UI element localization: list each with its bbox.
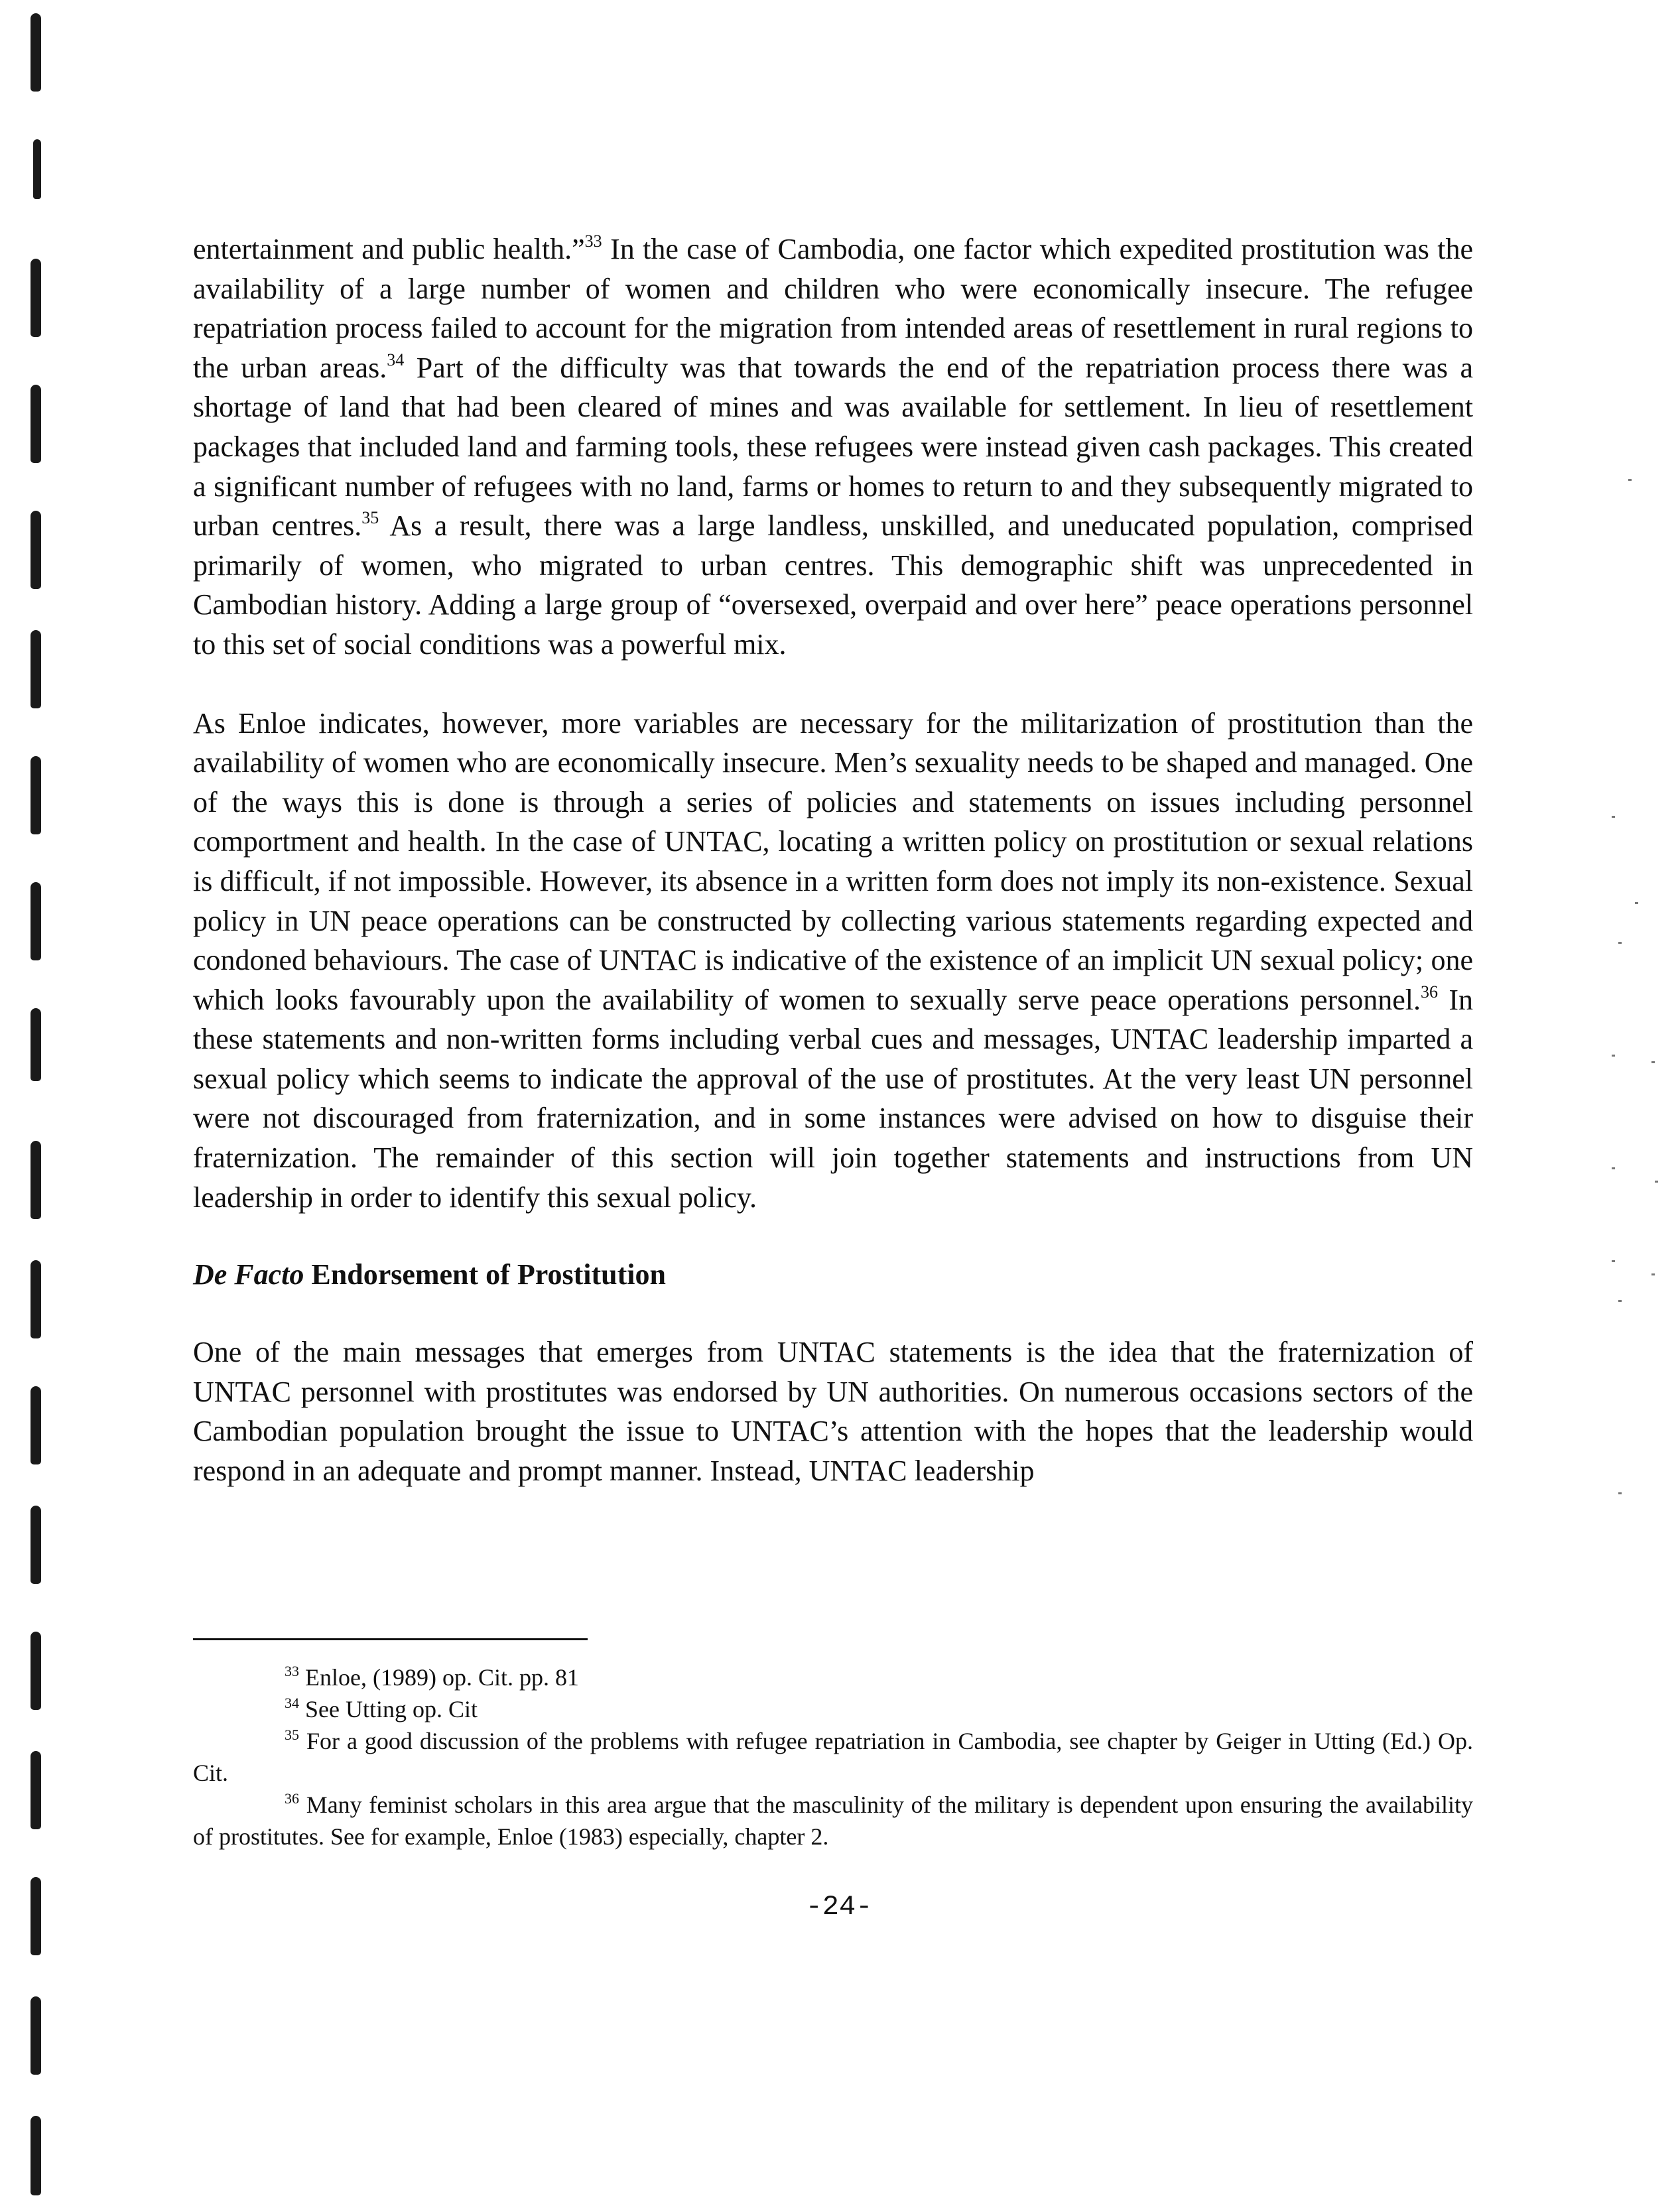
binding-hole bbox=[31, 1751, 41, 1829]
footnote-divider bbox=[193, 1638, 588, 1640]
binding-hole bbox=[31, 1632, 41, 1710]
footnote bbox=[193, 1661, 1473, 1693]
scan-speck bbox=[1612, 1055, 1615, 1057]
footnote-text: For a good discussion of the problems with refugee repatriation in Cambodia, see chapter by Geiger in Utting (Ed.) Op. Cit. bbox=[193, 1728, 1473, 1786]
footnote-text: Enloe, (1989) op. Cit. pp. 81 bbox=[299, 1664, 579, 1691]
footnote-ref: 36 bbox=[1421, 982, 1438, 1002]
heading-italic: De Facto bbox=[193, 1258, 304, 1291]
text-run: Part of the difficulty was that towards the end of the repatriation process there was a shortage of land that had been cleared of mines and was available for settlement. In lieu of resettlement packages that included land and farming tools, these refugees were instead given cash packages. This created a significant number of refugees with no land, farms or homes to return to and they subsequently migrated to urban centres. bbox=[193, 351, 1473, 543]
footnote-number: 36 bbox=[285, 1790, 299, 1807]
scan-speck bbox=[1618, 1300, 1622, 1302]
binding-hole bbox=[31, 1008, 41, 1081]
scan-speck bbox=[1612, 1260, 1615, 1262]
scan-speck bbox=[1651, 1061, 1655, 1063]
footnote-ref: 33 bbox=[584, 231, 602, 251]
binding-hole bbox=[31, 511, 41, 589]
binding-hole bbox=[31, 259, 41, 337]
heading-text: Endorsement of Prostitution bbox=[304, 1258, 666, 1291]
footnote bbox=[193, 1693, 1473, 1725]
binding-hole bbox=[31, 1260, 41, 1338]
footnote-number: 35 bbox=[285, 1726, 299, 1743]
binding-hole bbox=[31, 1996, 41, 2075]
binding-hole bbox=[31, 1141, 41, 1219]
scan-speck bbox=[1655, 1181, 1658, 1183]
paragraph bbox=[193, 704, 1473, 1218]
footnote bbox=[193, 1725, 1473, 1789]
scan-speck bbox=[1651, 1273, 1655, 1275]
binding-hole bbox=[31, 1877, 41, 1955]
binding-hole bbox=[31, 882, 41, 960]
paragraph bbox=[193, 1332, 1473, 1490]
binding-hole bbox=[31, 1386, 41, 1464]
footnote-text: Many feminist scholars in this area argue that the masculinity of the military is dependent upon ensuring the availability of prostitutes. See for example, Enloe (1983) especially, chapter 2. bbox=[193, 1791, 1473, 1850]
binding-holes bbox=[0, 0, 73, 2208]
body-text bbox=[193, 229, 1473, 1491]
section-heading bbox=[193, 1256, 1473, 1294]
footnote bbox=[193, 1789, 1473, 1852]
footnote-text: See Utting op. Cit bbox=[299, 1696, 478, 1722]
text-run: One of the main messages that emerges from UNTAC statements is the idea that the fraternization of UNTAC personnel with prostitutes was endorsed by UN authorities. On numerous occasions sectors of the Cambodian population brought the issue to UNTAC’s attention with the hopes that the leadership would respond in an adequate and prompt manner. Instead, UNTAC leadership bbox=[193, 1336, 1473, 1488]
binding-hole bbox=[31, 2116, 41, 2195]
footnotes bbox=[193, 1661, 1473, 1852]
footnote-ref: 35 bbox=[361, 508, 379, 528]
binding-hole bbox=[31, 1506, 41, 1584]
scan-speck bbox=[1635, 902, 1638, 904]
scan-speck bbox=[1612, 816, 1615, 818]
text-run: As Enloe indicates, however, more variables are necessary for the militarization of prostitution than the availability of women who are economically insecure. Men’s sexuality needs to be shaped and managed. One of the ways this is done is through a series of policies and statements on issues including personnel comportment and health. In the case of UNTAC, locating a written policy on prostitution or sexual relations is difficult, if not impossible. However, its absence in a written form does not imply its non-existence. Sexual policy in UN peace operations can be constructed by collecting various statements regarding expected and condoned behaviours. The case of UNTAC is indicative of the existence of an implicit UN sexual policy; one which looks favourably upon the availability of women to sexually serve peace operations personnel. bbox=[193, 706, 1473, 1016]
text-run: In these statements and non-written forms including verbal cues and messages, UNTAC leadership imparted a sexual policy which seems to indicate the approval of the use of prostitutes. At the very least UN personnel were not discouraged from fraternization, and in some instances were advised on how to disguise their fraternization. The remainder of this section will join together statements and instructions from UN leadership in order to identify this sexual policy. bbox=[193, 983, 1473, 1214]
binding-hole bbox=[31, 630, 41, 708]
text-run: As a result, there was a large landless, unskilled, and uneducated population, comprised primarily of women, who migrated to urban centres. This demographic shift was unprecedented in Cambodian history. Adding a large group of “oversexed, overpaid and over here” peace operations personnel to this set of social conditions was a powerful mix. bbox=[193, 509, 1473, 661]
footnote-number: 33 bbox=[285, 1663, 299, 1679]
binding-hole bbox=[31, 13, 41, 92]
scan-speck bbox=[1612, 1167, 1615, 1169]
text-run: In the case of Cambodia, one factor which expedited prostitution was the availability of a large number of women and children who were economically insecure. The refugee repatriation process failed to account for the migration from intended areas of resettlement in rural regions to the urban areas. bbox=[193, 233, 1473, 384]
scan-speck bbox=[1618, 942, 1622, 944]
binding-hole bbox=[31, 385, 41, 463]
scan-speck bbox=[1628, 479, 1632, 481]
text-run: entertainment and public health.” bbox=[193, 233, 585, 265]
binding-hole bbox=[33, 139, 41, 199]
scan-speck bbox=[1618, 1492, 1622, 1494]
binding-hole bbox=[31, 756, 41, 834]
footnote-number: 34 bbox=[285, 1695, 299, 1711]
paragraph bbox=[193, 229, 1473, 665]
page-number: -24- bbox=[805, 1891, 873, 1923]
footnote-ref: 34 bbox=[387, 350, 405, 369]
